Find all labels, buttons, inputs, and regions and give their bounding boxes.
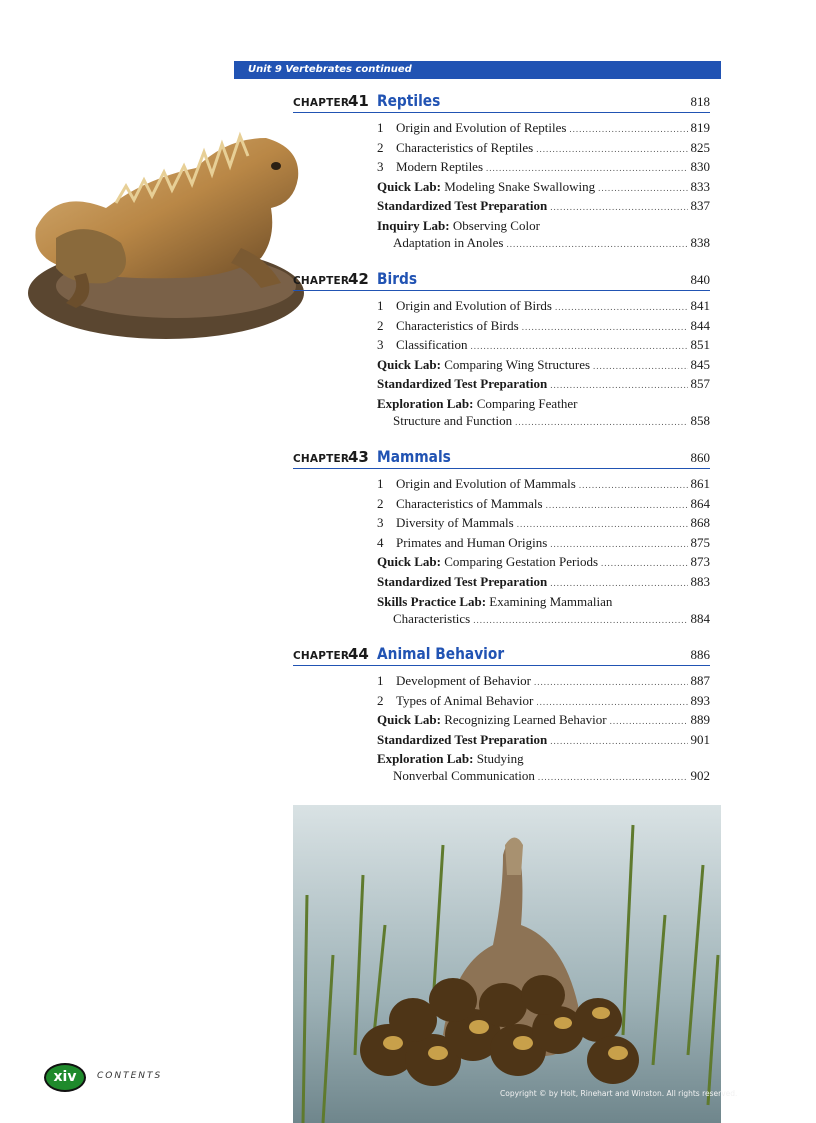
chapter-43-block xyxy=(293,444,710,629)
lab-page: 889 xyxy=(690,712,710,728)
lab-prefix: Exploration Lab: xyxy=(377,395,474,411)
section-page: 819 xyxy=(690,120,710,135)
section-title: Characteristics of Mammals xyxy=(396,495,543,511)
lab-entry-continued[interactable] xyxy=(377,767,710,787)
dot-leader xyxy=(522,318,688,337)
dot-leader xyxy=(538,768,688,787)
dot-leader xyxy=(598,179,687,198)
lab-page: 845 xyxy=(690,356,710,372)
toc-entry[interactable] xyxy=(377,158,710,178)
lab-entry-continued[interactable] xyxy=(377,234,710,254)
lab-prefix: Skills Practice Lab: xyxy=(377,593,487,609)
dot-leader xyxy=(546,496,688,515)
section-number: 1 xyxy=(377,673,384,688)
toc-entry[interactable] xyxy=(377,475,710,495)
section-page: 830 xyxy=(690,159,710,175)
lab-page: 873 xyxy=(690,554,710,570)
quick-lab-entry[interactable] xyxy=(377,178,710,198)
chapter-41-block xyxy=(293,88,710,254)
toc-entry[interactable] xyxy=(377,336,710,356)
chapter-word: CHAPTER xyxy=(293,453,350,465)
test-prep-entry[interactable] xyxy=(377,731,710,751)
dot-leader xyxy=(593,357,687,376)
toc-entry[interactable] xyxy=(377,495,710,515)
lab-entry[interactable] xyxy=(377,217,710,234)
chapter-page: 840 xyxy=(690,272,710,287)
lab-title: Recognizing Learned Behavior xyxy=(444,712,607,728)
lab-page: 884 xyxy=(690,610,710,626)
chapter-number: 44 xyxy=(348,645,369,663)
chapter-44-block xyxy=(293,641,710,787)
lab-title-line1: Studying xyxy=(476,751,524,767)
unit-header-bar xyxy=(234,61,721,79)
quick-lab-entry[interactable] xyxy=(377,356,710,376)
dot-leader xyxy=(579,476,688,495)
test-prep-entry[interactable] xyxy=(377,197,710,217)
chapter-42-block xyxy=(293,266,710,432)
lab-title-line2: Characteristics xyxy=(393,610,471,626)
test-prep-title: Standardized Test Preparation xyxy=(377,731,548,747)
lab-entry[interactable] xyxy=(377,750,710,767)
quick-lab-entry[interactable] xyxy=(377,553,710,573)
dot-leader xyxy=(515,413,687,432)
section-number: 3 xyxy=(377,515,384,531)
section-number: 1 xyxy=(377,298,384,313)
chapter-word: CHAPTER xyxy=(293,650,350,662)
section-number: 3 xyxy=(377,159,384,175)
toc-entry[interactable] xyxy=(377,317,710,337)
section-title: Diversity of Mammals xyxy=(396,515,514,531)
test-prep-title: Standardized Test Preparation xyxy=(377,376,548,392)
section-number: 2 xyxy=(377,495,384,511)
toc-entry[interactable] xyxy=(377,692,710,712)
lab-prefix: Quick Lab: xyxy=(377,554,441,570)
section-page: 841 xyxy=(690,298,710,313)
test-prep-page: 837 xyxy=(690,198,710,214)
lab-prefix: Quick Lab: xyxy=(377,712,441,728)
lab-prefix: Quick Lab: xyxy=(377,178,441,194)
dot-leader xyxy=(550,574,687,593)
dot-leader xyxy=(473,611,687,630)
section-label: CONTENTS xyxy=(97,1071,163,1081)
section-page: 868 xyxy=(690,515,710,531)
section-title: Primates and Human Origins xyxy=(396,534,548,550)
lab-title-line1: Examining Mammalian xyxy=(489,593,613,609)
lab-page: 838 xyxy=(690,234,710,250)
section-number: 2 xyxy=(377,317,384,333)
iguana-photo xyxy=(26,108,306,353)
lab-title-line2: Structure and Function xyxy=(393,412,513,428)
lab-entry-continued[interactable] xyxy=(377,412,710,432)
unit-header-text: Unit 9 Vertebrates continued xyxy=(248,64,412,75)
chapter-heading xyxy=(293,444,710,469)
section-number: 4 xyxy=(377,534,384,550)
lab-page: 902 xyxy=(690,768,710,784)
lab-title: Comparing Gestation Periods xyxy=(444,554,599,570)
section-title: Development of Behavior xyxy=(396,673,532,688)
duck-photo-illustration xyxy=(293,805,721,1123)
chapter-number: 43 xyxy=(348,448,369,466)
test-prep-page: 857 xyxy=(690,376,710,392)
lab-title: Comparing Wing Structures xyxy=(444,356,591,372)
chapter-title[interactable]: Reptiles xyxy=(377,91,441,110)
duck-with-ducklings-photo xyxy=(293,805,721,1123)
lab-title-line1: Observing Color xyxy=(452,217,540,233)
chapter-heading xyxy=(293,266,710,291)
page-number-badge xyxy=(44,1063,86,1092)
dot-leader xyxy=(534,673,687,692)
chapter-page: 818 xyxy=(690,94,710,109)
quick-lab-entry[interactable] xyxy=(377,711,710,731)
lab-page: 833 xyxy=(690,178,710,194)
section-page: 844 xyxy=(690,317,710,333)
dot-leader xyxy=(517,515,688,534)
dot-leader xyxy=(601,554,687,573)
dot-leader xyxy=(555,298,688,317)
dot-leader xyxy=(550,376,687,395)
lab-prefix: Exploration Lab: xyxy=(377,751,474,767)
test-prep-page: 901 xyxy=(690,731,710,747)
chapter-title[interactable]: Animal Behavior xyxy=(377,644,505,663)
test-prep-page: 883 xyxy=(690,573,710,589)
toc-entry[interactable] xyxy=(377,672,710,692)
test-prep-title: Standardized Test Preparation xyxy=(377,573,548,589)
chapter-number: 42 xyxy=(348,270,369,288)
section-page: 851 xyxy=(690,337,710,353)
dot-leader xyxy=(536,140,687,159)
chapter-page: 886 xyxy=(690,647,710,662)
chapter-number: 41 xyxy=(348,92,369,110)
section-number: 2 xyxy=(377,692,384,708)
section-page: 887 xyxy=(690,673,710,688)
section-title: Modern Reptiles xyxy=(396,159,484,175)
section-page: 875 xyxy=(690,534,710,550)
page-number: xiv xyxy=(53,1069,77,1085)
section-title: Origin and Evolution of Mammals xyxy=(396,476,576,491)
section-number: 3 xyxy=(377,337,384,353)
chapter-title[interactable]: Mammals xyxy=(377,447,451,466)
lab-prefix: Quick Lab: xyxy=(377,356,441,372)
chapter-title[interactable]: Birds xyxy=(377,269,418,288)
section-page: 893 xyxy=(690,692,710,708)
chapter-heading xyxy=(293,88,710,113)
section-page: 861 xyxy=(690,476,710,491)
dot-leader xyxy=(507,235,688,254)
section-number: 1 xyxy=(377,476,384,491)
dot-leader xyxy=(471,337,688,356)
section-title: Characteristics of Birds xyxy=(396,317,519,333)
toc-entry[interactable] xyxy=(377,514,710,534)
section-title: Origin and Evolution of Reptiles xyxy=(396,120,567,135)
section-title: Classification xyxy=(396,337,468,353)
dot-leader xyxy=(569,120,687,139)
test-prep-title: Standardized Test Preparation xyxy=(377,198,548,214)
lab-entry[interactable] xyxy=(377,395,710,412)
dot-leader xyxy=(610,712,688,731)
lab-title-line1: Comparing Feather xyxy=(476,395,578,411)
dot-leader xyxy=(550,732,687,751)
chapter-heading xyxy=(293,641,710,666)
lab-title-line2: Adaptation in Anoles xyxy=(393,234,504,250)
lab-title: Modeling Snake Swallowing xyxy=(444,178,596,194)
section-title: Types of Animal Behavior xyxy=(396,692,534,708)
dot-leader xyxy=(486,159,687,178)
dot-leader xyxy=(536,693,687,712)
dot-leader xyxy=(550,535,687,554)
chapter-page: 860 xyxy=(690,450,710,465)
copyright-notice: Copyright © by Holt, Rinehart and Winston. All rights reserved. xyxy=(500,1089,738,1098)
section-page: 825 xyxy=(690,139,710,155)
section-page: 864 xyxy=(690,495,710,511)
lab-title-line2: Nonverbal Communication xyxy=(393,768,535,784)
toc-entry[interactable] xyxy=(377,139,710,159)
chapter-word: CHAPTER xyxy=(293,97,350,109)
chapter-word: CHAPTER xyxy=(293,275,350,287)
toc-entry[interactable] xyxy=(377,297,710,317)
lab-page: 858 xyxy=(690,412,710,428)
lab-entry[interactable] xyxy=(377,593,710,610)
section-number: 2 xyxy=(377,139,384,155)
dot-leader xyxy=(550,198,687,217)
lab-prefix: Inquiry Lab: xyxy=(377,217,450,233)
lab-entry-continued[interactable] xyxy=(377,610,710,630)
toc-entry[interactable] xyxy=(377,119,710,139)
test-prep-entry[interactable] xyxy=(377,375,710,395)
test-prep-entry[interactable] xyxy=(377,573,710,593)
section-number: 1 xyxy=(377,120,384,135)
toc-entry[interactable] xyxy=(377,534,710,554)
section-title: Origin and Evolution of Birds xyxy=(396,298,552,313)
section-title: Characteristics of Reptiles xyxy=(396,139,534,155)
